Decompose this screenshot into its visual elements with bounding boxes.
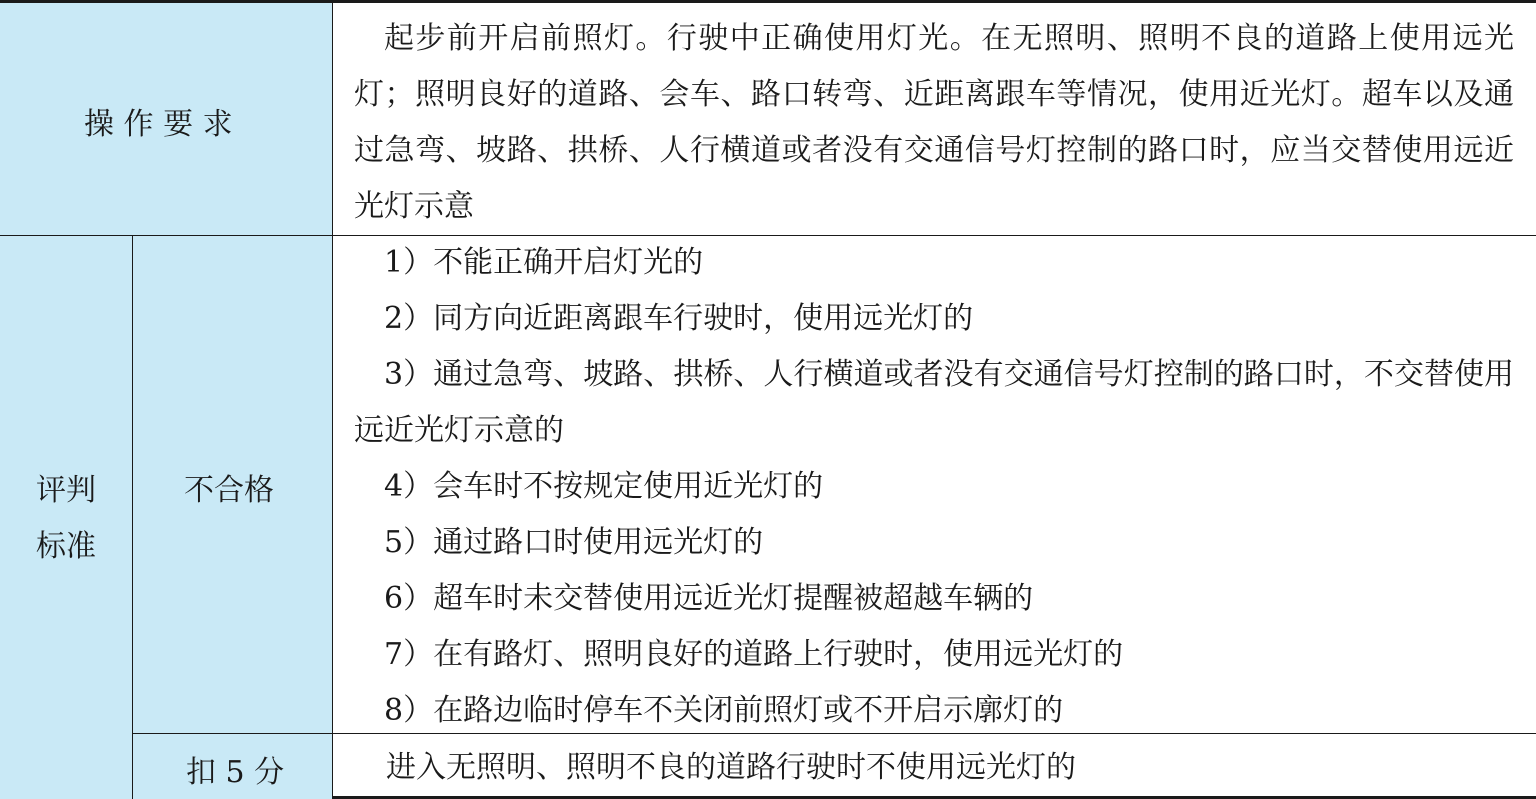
list-item: 7）在有路灯、照明良好的道路上行驶时，使用远光灯的 bbox=[384, 637, 1124, 672]
list-item: 1）不能正确开启灯光的 bbox=[384, 245, 704, 280]
list-item: 4）会车时不按规定使用近光灯的 bbox=[384, 469, 824, 504]
operation-text: 起步前开启前照灯。行驶中正确使用灯光。在无照明、照明不良的道路上使用远光灯；照明良好的道路、会车、路口转弯、近距离跟车等情况，使用近光灯。超车以及通过急弯、坡路、拱桥、人行横道或者没有交通信号灯控制的路口时，应当交替使用远近光灯示意 bbox=[354, 21, 1514, 224]
criteria-label-line1: 评判 bbox=[36, 473, 96, 508]
fail-label: 不合格 bbox=[184, 473, 274, 508]
deduct-text: 进入无照明、照明不良的道路行驶时不使用远光灯的 bbox=[386, 750, 1076, 785]
list-item: 6）超车时未交替使用远近光灯提醒被超越车辆的 bbox=[384, 581, 1034, 616]
criteria-header-cell bbox=[0, 236, 132, 799]
operation-label: 操 作 要 求 bbox=[84, 107, 233, 142]
list-item: 2）同方向近距离跟车行驶时，使用远光灯的 bbox=[384, 301, 974, 336]
grid-line bbox=[332, 3, 333, 799]
list-item: 8）在路边临时停车不关闭前照灯或不开启示廓灯的 bbox=[384, 693, 1064, 728]
criteria-label-line2: 标准 bbox=[36, 529, 96, 564]
grid-line bbox=[132, 235, 133, 799]
deduct-label: 扣 5 分 bbox=[186, 755, 285, 790]
fail-items-list bbox=[354, 235, 1514, 739]
list-item: 5）通过路口时使用远光灯的 bbox=[384, 525, 764, 560]
list-item: 3）通过急弯、坡路、拱桥、人行横道或者没有交通信号灯控制的路口时，不交替使用远近光灯示意的 bbox=[354, 357, 1514, 448]
